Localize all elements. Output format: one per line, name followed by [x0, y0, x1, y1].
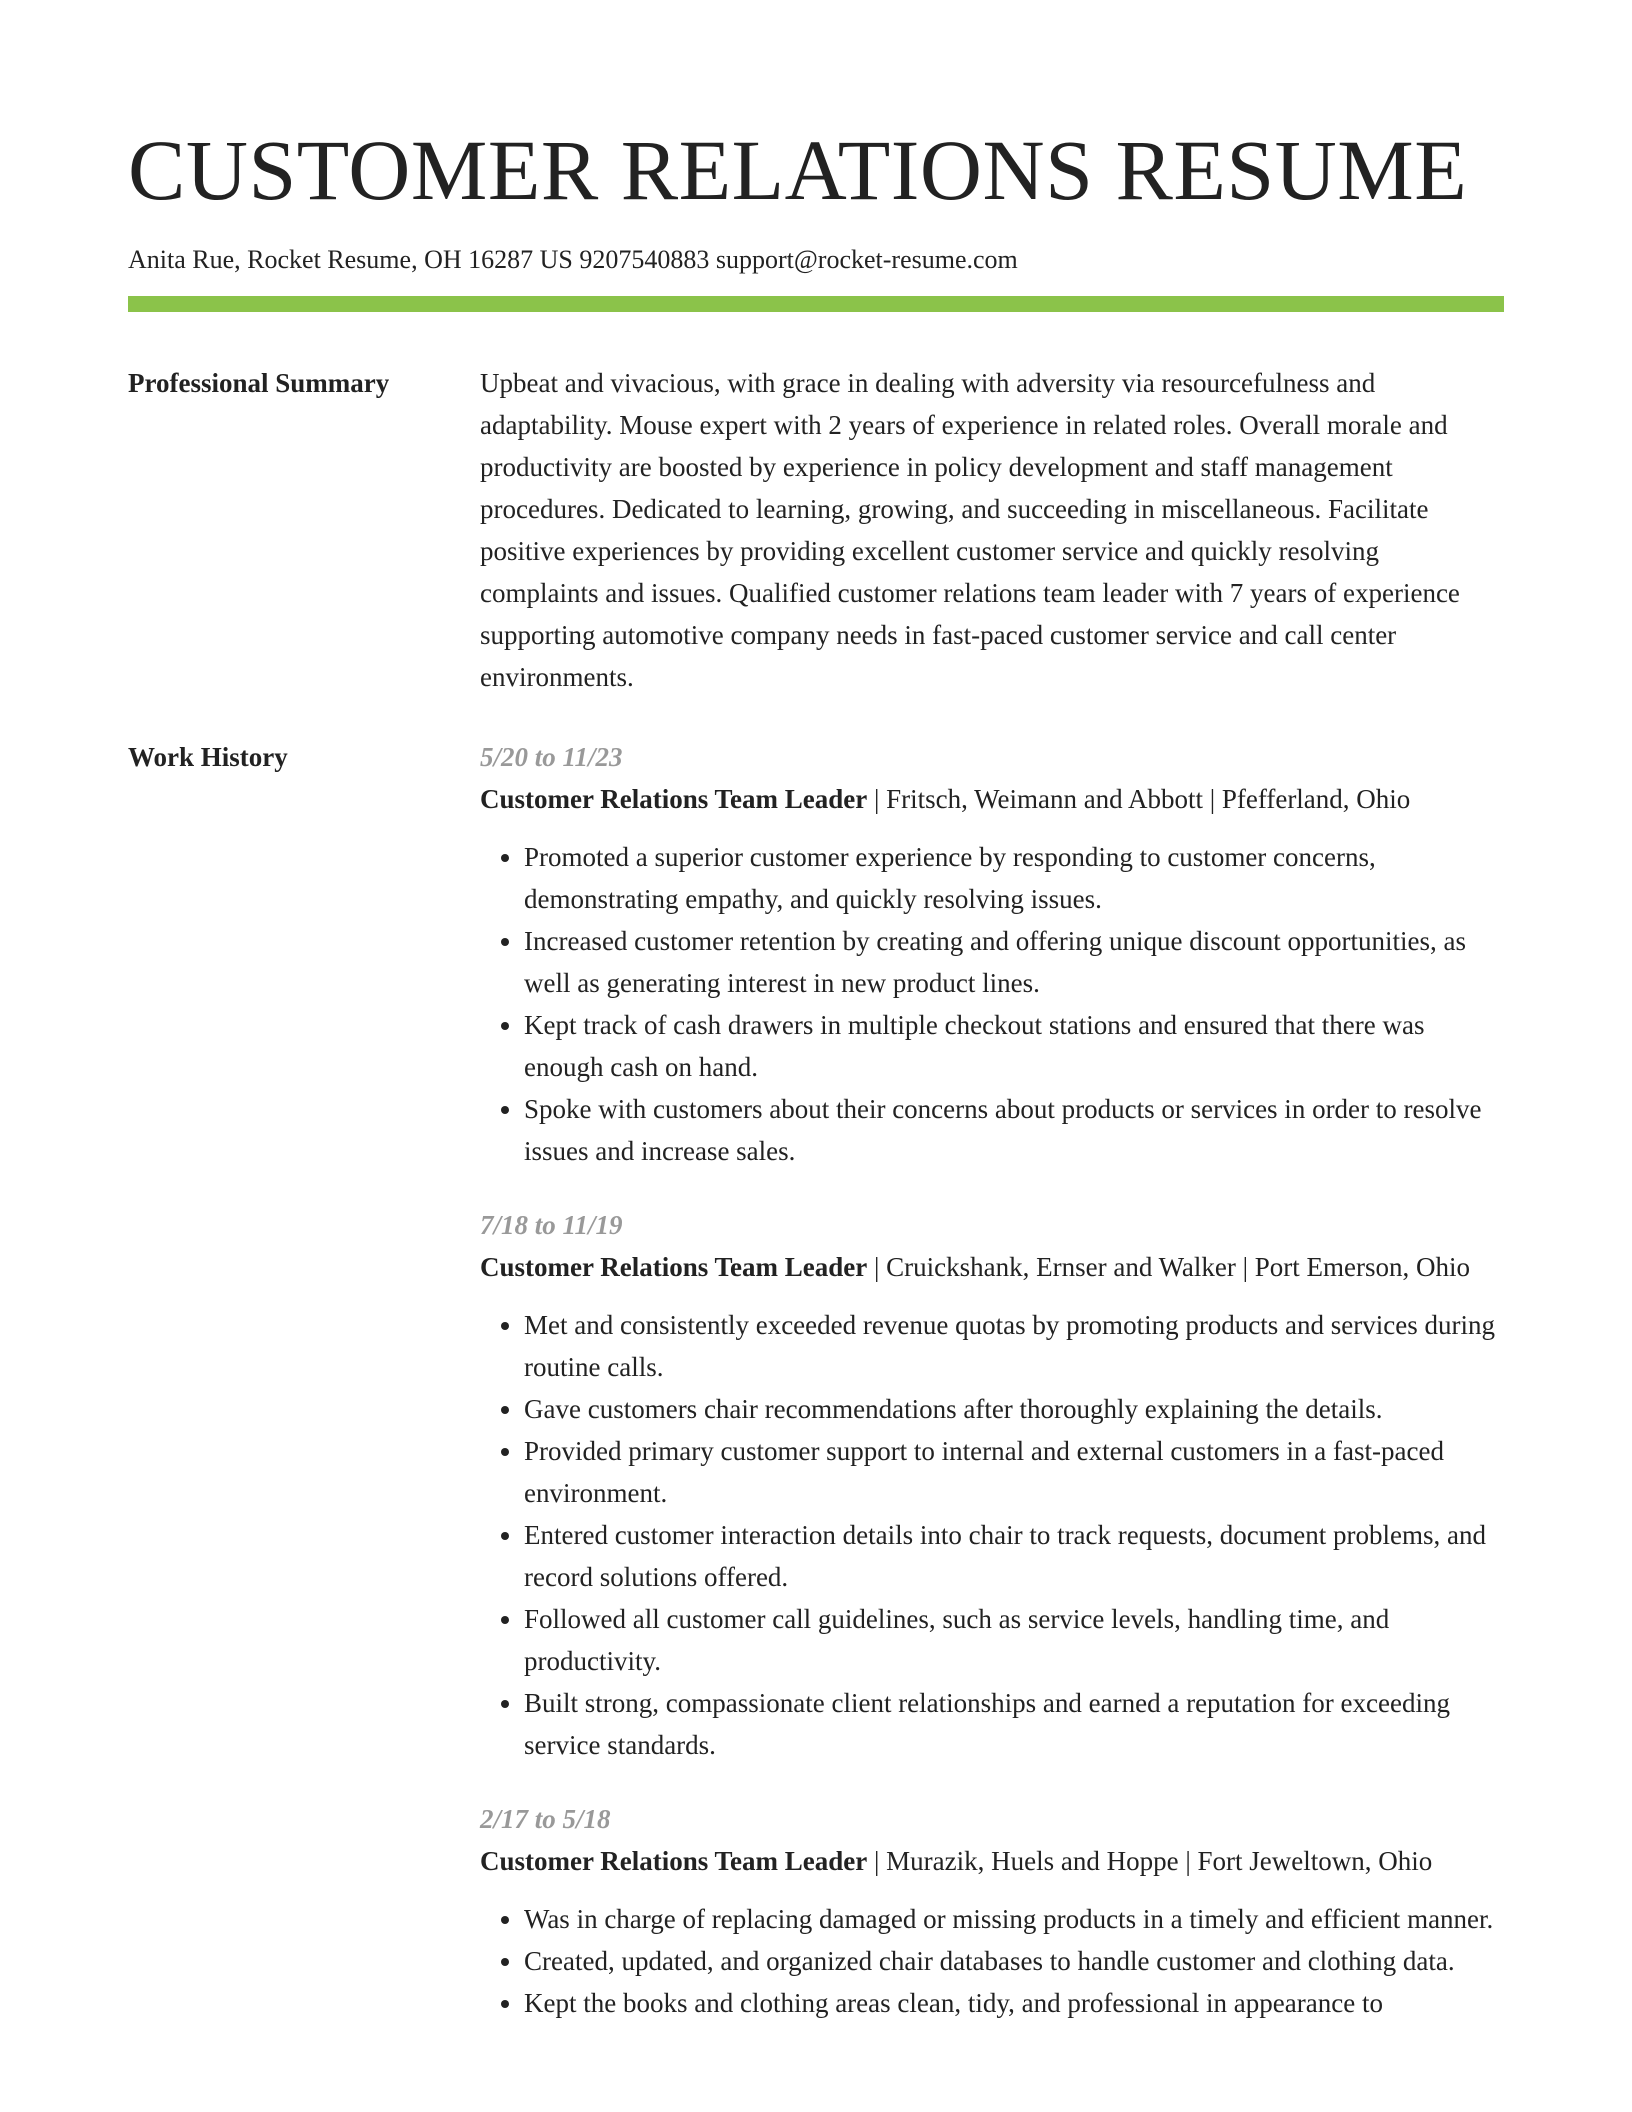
job-company-location: | Fritsch, Weimann and Abbott | Pfefferland, Ohio — [867, 784, 1411, 814]
list-item: • Was in charge of replacing damaged or missing products in a timely and efficient manner. — [524, 1898, 1504, 1940]
list-item: • Met and consistently exceeded revenue quotas by promoting products and services during routine calls. — [524, 1304, 1504, 1388]
job-title: Customer Relations Team Leader — [480, 1252, 868, 1282]
contact-address: Rocket Resume, OH 16287 US — [247, 245, 573, 274]
work-history-label: Work History — [128, 742, 288, 772]
job-dates: 7/18 to 11/19 — [480, 1210, 623, 1240]
summary-section — [128, 362, 1504, 698]
work-history-section — [128, 736, 1504, 2056]
accent-divider — [128, 296, 1504, 312]
job-list — [480, 736, 1504, 2056]
resume-page — [128, 118, 1504, 2056]
contact-phone: 9207540883 — [579, 245, 710, 274]
summary-text: Upbeat and vivacious, with grace in dealing with adversity via resourcefulness and adaptability. Mouse expert with 2 years of experience in related roles. Overall morale and productivity are boosted by experience in policy development and staff management procedures. Dedicated to learning, growing, and succeeding in miscellaneous. Facilitate positive experiences by providing excellent customer service and quickly resolving complaints and issues. Qualified customer relations team leader with 7 years of experience supporting automotive company needs in fast-paced customer service and call center environments. — [480, 368, 1460, 692]
job-dates: 2/17 to 5/18 — [480, 1804, 611, 1834]
summary-label: Professional Summary — [128, 368, 390, 398]
job-bullets — [480, 1898, 1504, 2024]
job-dates: 5/20 to 11/23 — [480, 742, 623, 772]
job-bullets — [480, 1304, 1504, 1766]
list-item: • Built strong, compassionate client relationships and earned a reputation for exceeding service standards. — [524, 1682, 1504, 1766]
resume-title: CUSTOMER RELATIONS RESUME — [128, 122, 1468, 218]
list-item: • Gave customers chair recommendations after thoroughly explaining the details. — [524, 1388, 1504, 1430]
job-entry — [480, 1798, 1504, 2024]
job-company-location: | Cruickshank, Ernser and Walker | Port Emerson, Ohio — [867, 1252, 1471, 1282]
list-item: • Promoted a superior customer experience by responding to customer concerns, demonstrating empathy, and quickly resolving issues. — [524, 836, 1504, 920]
contact-name: Anita Rue, — [128, 245, 241, 274]
list-item: • Followed all customer call guidelines, such as service levels, handling time, and productivity. — [524, 1598, 1504, 1682]
contact-line — [128, 244, 1504, 276]
list-item: • Increased customer retention by creating and offering unique discount opportunities, as well as generating interest in new product lines. — [524, 920, 1504, 1004]
job-heading — [480, 1840, 1504, 1882]
job-title: Customer Relations Team Leader — [480, 1846, 868, 1876]
job-company-location: | Murazik, Huels and Hoppe | Fort Jeweltown, Ohio — [867, 1846, 1433, 1876]
job-bullets — [480, 836, 1504, 1172]
job-entry — [480, 736, 1504, 1172]
list-item: • Created, updated, and organized chair databases to handle customer and clothing data. — [524, 1940, 1504, 1982]
list-item: • Spoke with customers about their concerns about products or services in order to resolve issues and increase sales. — [524, 1088, 1504, 1172]
list-item: • Kept track of cash drawers in multiple checkout stations and ensured that there was enough cash on hand. — [524, 1004, 1504, 1088]
job-title: Customer Relations Team Leader — [480, 784, 868, 814]
job-entry — [480, 1204, 1504, 1766]
job-heading — [480, 1246, 1504, 1288]
job-heading — [480, 778, 1504, 820]
list-item: • Kept the books and clothing areas clean, tidy, and professional in appearance to — [524, 1982, 1504, 2024]
contact-email: support@rocket-resume.com — [715, 245, 1018, 274]
list-item: • Entered customer interaction details into chair to track requests, document problems, and record solutions offered. — [524, 1514, 1504, 1598]
list-item: • Provided primary customer support to internal and external customers in a fast-paced environment. — [524, 1430, 1504, 1514]
